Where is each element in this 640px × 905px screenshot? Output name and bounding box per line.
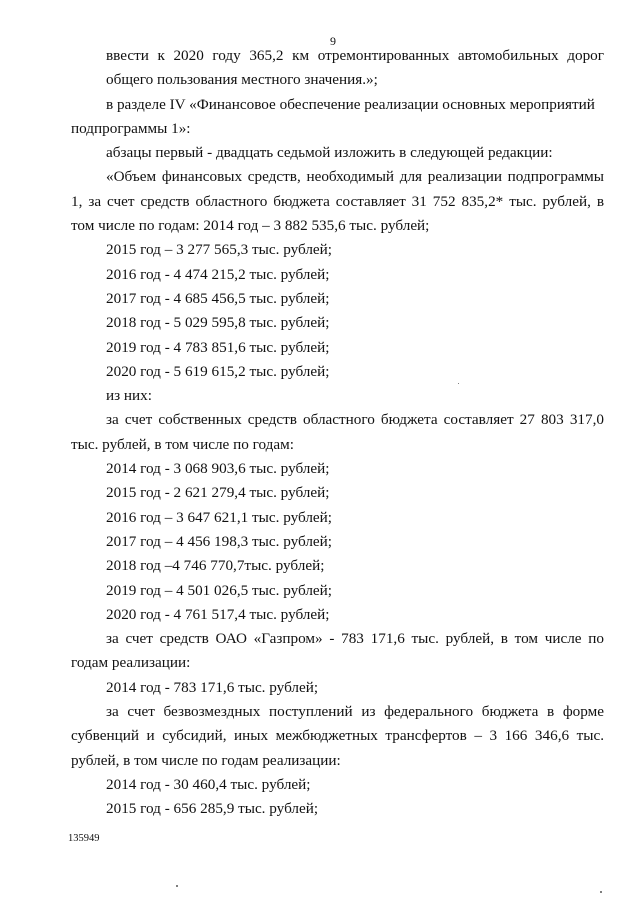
document-code: 135949 bbox=[68, 833, 100, 844]
text-line: 2015 год - 2 621 279,4 тыс. рублей; bbox=[106, 484, 330, 502]
text-line: ввести к 2020 году 365,2 км отремонтированных автомобильных дорог bbox=[106, 47, 604, 64]
text-line: том числе по годам: 2014 год – 3 882 535,6 тыс. рублей; bbox=[71, 217, 430, 235]
text-line: субвенций и субсидий, иных межбюджетных трансфертов – 3 166 346,6 тыс. bbox=[71, 727, 604, 745]
text-line: тыс. рублей, в том числе по годам: bbox=[71, 435, 294, 453]
text-line: за счет собственных средств областного бюджета составляет 27 803 317,0 bbox=[106, 411, 604, 429]
text-line: 2019 год - 4 783 851,6 тыс. рублей; bbox=[106, 338, 330, 356]
text-line: 2020 год - 4 761 517,4 тыс. рублей; bbox=[106, 605, 330, 623]
scan-speck bbox=[176, 885, 178, 887]
text-line: из них: bbox=[106, 387, 152, 405]
text-line: рублей, в том числе по годам реализации: bbox=[71, 751, 341, 769]
text-line: за счет средств ОАО «Газпром» - 783 171,6 тыс. рублей, в том числе по bbox=[106, 630, 604, 648]
text-line: 2015 год – 3 277 565,3 тыс. рублей; bbox=[106, 241, 333, 259]
body-text bbox=[71, 44, 604, 822]
text-line: абзацы первый - двадцать седьмой изложить в следующей редакции: bbox=[106, 144, 553, 162]
text-line: в разделе IV «Финансовое обеспечение реализации основных мероприятий bbox=[106, 95, 595, 113]
text-line: 2016 год – 3 647 621,1 тыс. рублей; bbox=[106, 508, 333, 526]
text-line: 2020 год - 5 619 615,2 тыс. рублей; bbox=[106, 362, 330, 380]
text-line: 2019 год – 4 501 026,5 тыс. рублей; bbox=[106, 581, 333, 599]
text-line: подпрограммы 1»: bbox=[71, 119, 191, 137]
scan-speck bbox=[458, 383, 459, 384]
text-line: 2015 год - 656 285,9 тыс. рублей; bbox=[106, 800, 319, 818]
text-line: 1, за счет средств областного бюджета составляет 31 752 835,2* тыс. рублей, в bbox=[71, 192, 604, 210]
text-line: общего пользования местного значения.»; bbox=[106, 71, 378, 89]
text-line: «Объем финансовых средств, необходимый для реализации подпрограммы bbox=[106, 168, 604, 186]
page-number: 9 bbox=[330, 34, 336, 48]
scan-speck bbox=[600, 891, 602, 893]
text-line: 2017 год - 4 685 456,5 тыс. рублей; bbox=[106, 289, 330, 307]
text-line: 2016 год - 4 474 215,2 тыс. рублей; bbox=[106, 265, 330, 283]
text-line: 2014 год - 30 460,4 тыс. рублей; bbox=[106, 775, 311, 793]
text-line: 2017 год – 4 456 198,3 тыс. рублей; bbox=[106, 532, 333, 550]
text-line: 2014 год - 783 171,6 тыс. рублей; bbox=[106, 678, 319, 696]
text-line: годам реализации: bbox=[71, 654, 191, 672]
text-line: за счет безвозмездных поступлений из федерального бюджета в форме bbox=[106, 703, 604, 721]
text-line: 2018 год –4 746 770,7тыс. рублей; bbox=[106, 557, 325, 575]
text-line: 2018 год - 5 029 595,8 тыс. рублей; bbox=[106, 314, 330, 332]
text-line: 2014 год - 3 068 903,6 тыс. рублей; bbox=[106, 460, 330, 478]
